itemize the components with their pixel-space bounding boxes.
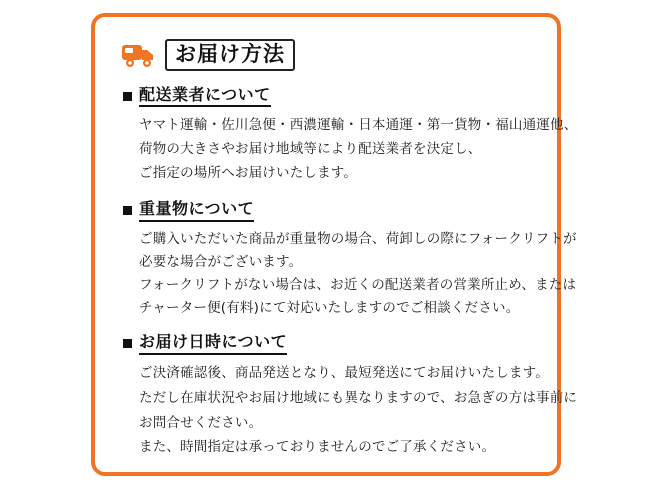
section-heading-row bbox=[123, 332, 537, 354]
body-line: チャーター便(有料)にて対応いたしますのでご相談ください。 bbox=[139, 300, 520, 317]
section-shipping-carriers bbox=[123, 85, 578, 185]
black-square-bullet-icon bbox=[123, 206, 132, 215]
black-square-bullet-icon bbox=[123, 92, 132, 101]
body-line: 荷物の大きさやお届け地域等により配送業者を決定し、 bbox=[139, 141, 482, 158]
body-line: 必要な場合がございます。 bbox=[139, 253, 303, 270]
body-line: ご決済確認後、商品発送となり、最短発送にてお届けいたします。 bbox=[139, 364, 549, 381]
section-heading-row bbox=[123, 85, 537, 107]
section-title: 重量物について bbox=[139, 199, 254, 221]
section-body bbox=[139, 361, 578, 461]
body-line: ご指定の場所へお届けいたします。 bbox=[139, 165, 358, 182]
section-body bbox=[139, 113, 578, 185]
delivery-truck-icon bbox=[121, 41, 155, 69]
section-body bbox=[139, 228, 577, 321]
body-line: お問合せください。 bbox=[139, 414, 263, 431]
section-delivery-datetime bbox=[123, 332, 578, 460]
body-line: ヤマト運輸・佐川急便・西濃運輸・日本通運・第一貨物・福山通運他、 bbox=[139, 117, 578, 134]
delivery-method-card bbox=[91, 13, 578, 476]
section-title: 配送業者について bbox=[139, 85, 271, 107]
card-title-box bbox=[165, 39, 295, 71]
black-square-bullet-icon bbox=[123, 339, 132, 348]
card-title-row bbox=[121, 39, 537, 71]
section-heavy-items bbox=[123, 199, 577, 320]
body-line: ただし在庫状況やお届け地域にも異なりますので、お急ぎの方は事前に bbox=[139, 389, 578, 406]
body-line: ご購入いただいた商品が重量物の場合、荷卸しの際にフォークリフトが bbox=[139, 230, 577, 247]
body-line: また、時間指定は承っておりませんのでご了承ください。 bbox=[139, 439, 496, 456]
section-heading-row bbox=[123, 199, 537, 221]
section-title: お届け日時について bbox=[139, 332, 287, 354]
page-title: お届け方法 bbox=[175, 42, 285, 66]
body-line: フォークリフトがない場合は、お近くの配送業者の営業所止め、または bbox=[139, 276, 577, 293]
